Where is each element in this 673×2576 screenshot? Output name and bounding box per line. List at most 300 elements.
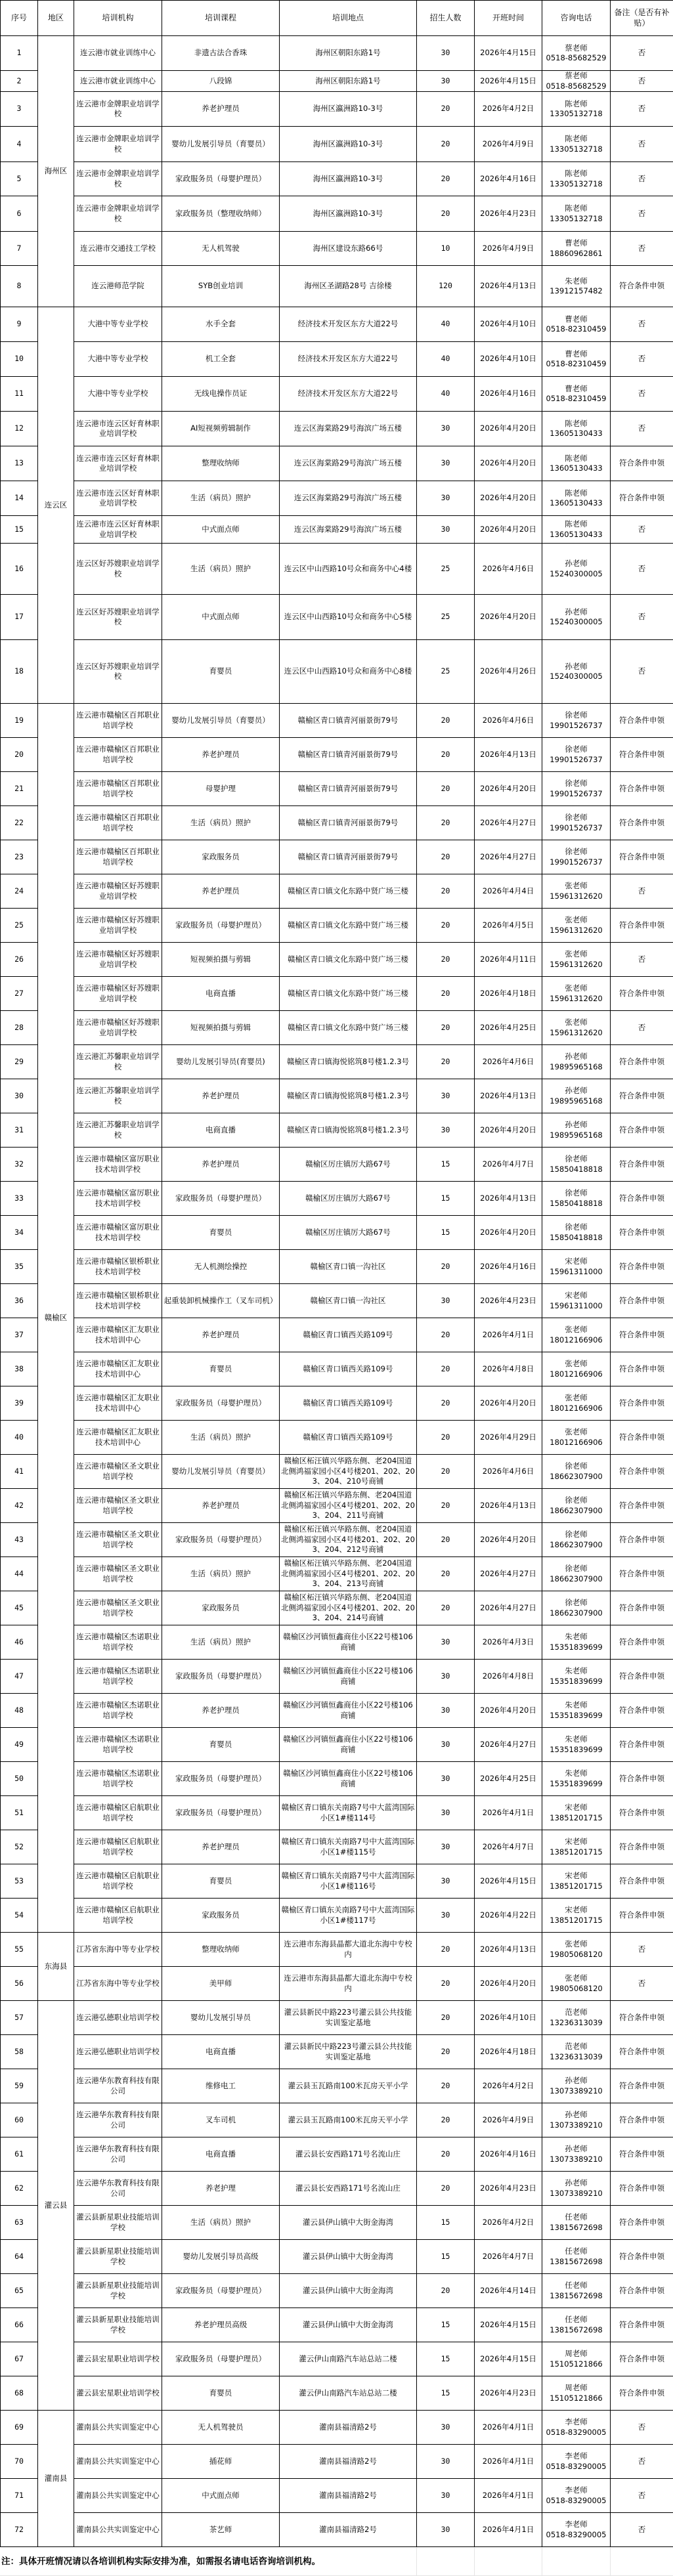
contact-name: 徐老师 xyxy=(544,1222,609,1233)
phone-cell xyxy=(542,1899,611,1933)
phone-number: 13073389210 xyxy=(544,2155,609,2165)
row-number: 15 xyxy=(1,516,38,544)
phone-number: 13912157482 xyxy=(544,286,609,297)
date-cell: 2026年4月7日 xyxy=(475,1148,542,1182)
org-cell: 连云港市赣榆区启航职业培训学校 xyxy=(74,1796,162,1830)
header-row xyxy=(1,1,673,36)
header-no: 序号 xyxy=(1,1,38,36)
phone-cell xyxy=(542,2513,611,2547)
row-number: 8 xyxy=(1,266,38,307)
count-cell: 20 xyxy=(417,1933,475,1967)
phone-number: 13815672698 xyxy=(544,2257,609,2267)
org-cell: 连云港弘德职业培训学校 xyxy=(74,2001,162,2035)
contact-name: 宋老师 xyxy=(544,1837,609,1847)
count-cell: 30 xyxy=(417,1864,475,1899)
table-row xyxy=(1,2001,673,2035)
phone-number: 13815672698 xyxy=(544,2325,609,2336)
date-cell: 2026年4月6日 xyxy=(475,1045,542,1079)
phone-number: 18662307900 xyxy=(544,1540,609,1551)
contact-name: 曹老师 xyxy=(544,384,609,395)
date-cell: 2026年4月13日 xyxy=(475,1079,542,1113)
date-cell: 2026年4月7日 xyxy=(475,2240,542,2274)
count-cell: 30 xyxy=(417,1284,475,1318)
phone-cell xyxy=(542,1045,611,1079)
location-cell: 连云港市东海县晶都大道北东海中专校内 xyxy=(280,1933,417,1967)
remark-cell: 符合条件申领 xyxy=(611,1421,673,1455)
count-cell: 120 xyxy=(417,266,475,307)
row-number: 67 xyxy=(1,2342,38,2376)
row-number: 62 xyxy=(1,2172,38,2206)
count-cell: 20 xyxy=(417,1352,475,1386)
remark-cell: 符合条件申领 xyxy=(611,909,673,943)
date-cell: 2026年4月1日 xyxy=(475,1796,542,1830)
phone-number: 18662307900 xyxy=(544,1608,609,1619)
row-number: 71 xyxy=(1,2479,38,2513)
location-cell: 赣榆区柘汪镇兴华路东侧、老204国道北侧鸿福家园小区4号楼201、202、203、204、211号商铺 xyxy=(280,1489,417,1523)
org-cell: 连云港汇苏馨职业培训学校 xyxy=(74,1045,162,1079)
org-cell: 连云港市连云区好育林职业培训学校 xyxy=(74,516,162,544)
location-cell: 灌云县伊山镇中大街金海湾 xyxy=(280,2308,417,2342)
row-number: 6 xyxy=(1,196,38,232)
table-row xyxy=(1,92,673,127)
remark-cell: 否 xyxy=(611,1967,673,2001)
count-cell: 25 xyxy=(417,544,475,595)
row-number: 47 xyxy=(1,1660,38,1694)
location-cell: 灌云县玉瓦路南100米瓦房天平小学 xyxy=(280,2103,417,2137)
course-cell: 短视频拍摄与剪辑 xyxy=(162,1011,280,1045)
org-cell: 灌云县新星职业技能培训学校 xyxy=(74,2206,162,2240)
phone-cell xyxy=(542,1523,611,1557)
remark-cell: 符合条件申领 xyxy=(611,1148,673,1182)
org-cell: 连云港市赣榆区富厉职业技术培训学校 xyxy=(74,1182,162,1216)
table-row xyxy=(1,1933,673,1967)
contact-name: 徐老师 xyxy=(544,1598,609,1608)
count-cell: 15 xyxy=(417,2342,475,2376)
phone-number: 13305132718 xyxy=(544,179,609,190)
phone-number: 15240300005 xyxy=(544,569,609,580)
count-cell: 30 xyxy=(417,1762,475,1796)
district-cell: 赣榆区 xyxy=(38,704,74,1933)
count-cell: 20 xyxy=(417,1045,475,1079)
phone-cell xyxy=(542,2342,611,2376)
count-cell: 20 xyxy=(417,1489,475,1523)
org-cell: 连云港汇苏馨职业培训学校 xyxy=(74,1079,162,1113)
row-number: 54 xyxy=(1,1899,38,1933)
course-cell: 养老护理员 xyxy=(162,874,280,909)
contact-name: 陈老师 xyxy=(544,419,609,429)
org-cell: 灌南县公共实训鉴定中心 xyxy=(74,2513,162,2547)
count-cell: 30 xyxy=(417,1660,475,1694)
row-number: 38 xyxy=(1,1352,38,1386)
contact-name: 陈老师 xyxy=(544,204,609,214)
phone-cell xyxy=(542,92,611,127)
phone-cell xyxy=(542,162,611,196)
phone-number: 15351839699 xyxy=(544,1711,609,1721)
location-cell: 经济技术开发区东方大道22号 xyxy=(280,377,417,412)
course-cell: 短视频拍摄与剪辑 xyxy=(162,943,280,977)
row-number: 20 xyxy=(1,738,38,772)
phone-number: 15961312620 xyxy=(544,960,609,970)
org-cell: 连云港市就业训练中心 xyxy=(74,36,162,71)
contact-name: 张老师 xyxy=(544,915,609,926)
district-cell: 东海县 xyxy=(38,1933,74,2001)
date-cell: 2026年4月11日 xyxy=(475,943,542,977)
course-cell: 维修电工 xyxy=(162,2069,280,2103)
phone-cell xyxy=(542,1352,611,1386)
org-cell: 连云港市赣榆区百邦职业培训学校 xyxy=(74,704,162,738)
remark-cell: 否 xyxy=(611,162,673,196)
phone-cell xyxy=(542,1796,611,1830)
table-row xyxy=(1,1967,673,2001)
course-cell: 八段锦 xyxy=(162,71,280,92)
date-cell: 2026年4月4日 xyxy=(475,874,542,909)
location-cell: 赣榆区青口镇文化东路中贤广场三楼 xyxy=(280,874,417,909)
date-cell: 2026年4月2日 xyxy=(475,2206,542,2240)
table-row xyxy=(1,481,673,516)
phone-number: 18662307900 xyxy=(544,1574,609,1585)
date-cell: 2026年4月23日 xyxy=(475,2376,542,2411)
phone-number: 19805068120 xyxy=(544,1984,609,1994)
location-cell: 赣榆区沙河镇恒鑫商住小区22号楼106商铺 xyxy=(280,1625,417,1660)
phone-number: 15961311000 xyxy=(544,1301,609,1312)
count-cell: 20 xyxy=(417,1386,475,1421)
org-cell: 灌南县公共实训鉴定中心 xyxy=(74,2479,162,2513)
table-row xyxy=(1,1899,673,1933)
remark-cell: 符合条件申领 xyxy=(611,2206,673,2240)
phone-number: 19901526737 xyxy=(544,789,609,800)
phone-cell xyxy=(542,1182,611,1216)
phone-cell xyxy=(542,2445,611,2479)
count-cell: 20 xyxy=(417,840,475,874)
contact-name: 孙老师 xyxy=(544,1120,609,1130)
phone-cell xyxy=(542,1011,611,1045)
org-cell: 灌云县新星职业技能培训学校 xyxy=(74,2240,162,2274)
course-cell: 生活（病员）照护 xyxy=(162,1625,280,1660)
remark-cell: 否 xyxy=(611,127,673,162)
row-number: 28 xyxy=(1,1011,38,1045)
date-cell: 2026年4月13日 xyxy=(475,1182,542,1216)
location-cell: 赣榆区厉庄镇厉大路67号 xyxy=(280,1148,417,1182)
contact-name: 蔡老师 xyxy=(544,71,609,81)
header-phone: 咨询电话 xyxy=(542,1,611,36)
org-cell: 连云港市赣榆区圣文职业培训学校 xyxy=(74,1523,162,1557)
location-cell: 海州区瀛洲路10-3号 xyxy=(280,196,417,232)
phone-cell xyxy=(542,1250,611,1284)
org-cell: 连云港市金牌职业培训学校 xyxy=(74,162,162,196)
gridline xyxy=(474,2547,475,2575)
header-district: 地区 xyxy=(38,1,74,36)
phone-number: 13605130433 xyxy=(544,429,609,439)
org-cell: 连云港市赣榆区好苏嫂职业培训学校 xyxy=(74,909,162,943)
org-cell: 连云港市赣榆区汇友职业技术培训中心 xyxy=(74,1318,162,1352)
course-cell: 家政服务员（母婴护理员） xyxy=(162,1523,280,1557)
table-row xyxy=(1,1386,673,1421)
date-cell: 2026年4月10日 xyxy=(475,307,542,342)
phone-cell xyxy=(542,36,611,71)
row-number: 41 xyxy=(1,1455,38,1489)
org-cell: 灌云县新星职业技能培训学校 xyxy=(74,2274,162,2308)
date-cell: 2026年4月20日 xyxy=(475,1216,542,1250)
org-cell: 连云港市赣榆区百邦职业培训学校 xyxy=(74,738,162,772)
phone-cell xyxy=(542,1148,611,1182)
table-row xyxy=(1,1625,673,1660)
course-cell: 无人机测绘操控 xyxy=(162,1250,280,1284)
phone-number: 18662307900 xyxy=(544,1506,609,1516)
date-cell: 2026年4月2日 xyxy=(475,2069,542,2103)
date-cell: 2026年4月10日 xyxy=(475,342,542,377)
phone-number: 13073389210 xyxy=(544,2189,609,2199)
header-date: 开班时间 xyxy=(475,1,542,36)
row-number: 65 xyxy=(1,2274,38,2308)
remark-cell: 否 xyxy=(611,874,673,909)
count-cell: 20 xyxy=(417,2001,475,2035)
count-cell: 20 xyxy=(417,2172,475,2206)
course-cell: AI短视频剪辑制作 xyxy=(162,412,280,446)
contact-name: 任老师 xyxy=(544,2315,609,2325)
contact-name: 曹老师 xyxy=(544,238,609,249)
contact-name: 徐老师 xyxy=(544,744,609,755)
phone-cell xyxy=(542,1933,611,1967)
date-cell: 2026年4月16日 xyxy=(475,377,542,412)
phone-number: 15351839699 xyxy=(544,1745,609,1755)
location-cell: 灌南县福清路2号 xyxy=(280,2411,417,2445)
location-cell: 经济技术开发区东方大道22号 xyxy=(280,342,417,377)
contact-name: 蔡老师 xyxy=(544,43,609,54)
location-cell: 连云区海棠路29号海滨广场五楼 xyxy=(280,481,417,516)
course-cell: 养老护理员 xyxy=(162,1079,280,1113)
table-row xyxy=(1,874,673,909)
row-number: 64 xyxy=(1,2240,38,2274)
org-cell: 连云港市赣榆区启航职业培训学校 xyxy=(74,1830,162,1864)
org-cell: 连云港市赣榆区富厉职业技术培训学校 xyxy=(74,1216,162,1250)
location-cell: 赣榆区青口镇一沟社区 xyxy=(280,1284,417,1318)
remark-cell: 符合条件申领 xyxy=(611,1557,673,1591)
phone-cell xyxy=(542,595,611,640)
date-cell: 2026年4月13日 xyxy=(475,1933,542,1967)
phone-number: 13815672698 xyxy=(544,2291,609,2302)
date-cell: 2026年4月20日 xyxy=(475,1967,542,2001)
phone-cell xyxy=(542,2172,611,2206)
count-cell: 20 xyxy=(417,92,475,127)
contact-name: 孙老师 xyxy=(544,559,609,569)
table-row xyxy=(1,544,673,595)
contact-name: 范老师 xyxy=(544,2042,609,2052)
phone-number: 15105121866 xyxy=(544,2359,609,2370)
table-row xyxy=(1,2137,673,2172)
org-cell: 连云港市赣榆区百邦职业培训学校 xyxy=(74,806,162,840)
org-cell: 大港中等专业学校 xyxy=(74,342,162,377)
course-cell: 无人机驾驶员 xyxy=(162,2411,280,2445)
contact-name: 张老师 xyxy=(544,1359,609,1369)
course-cell: 起重装卸机械操作工（叉车司机） xyxy=(162,1284,280,1318)
row-number: 22 xyxy=(1,806,38,840)
phone-cell xyxy=(542,640,611,704)
phone-number: 15351839699 xyxy=(544,1677,609,1687)
contact-name: 宋老师 xyxy=(544,1803,609,1813)
table-row xyxy=(1,1045,673,1079)
contact-name: 徐老师 xyxy=(544,710,609,721)
date-cell: 2026年4月1日 xyxy=(475,2445,542,2479)
contact-name: 陈老师 xyxy=(544,134,609,144)
date-cell: 2026年4月9日 xyxy=(475,232,542,266)
date-cell: 2026年4月5日 xyxy=(475,909,542,943)
remark-cell: 符合条件申领 xyxy=(611,1830,673,1864)
location-cell: 灌云伊山南路汽车站总站二楼 xyxy=(280,2376,417,2411)
location-cell: 赣榆区青口镇东关南路7号中大蓝湾国际小区1#楼117号 xyxy=(280,1899,417,1933)
location-cell: 赣榆区青口镇青河丽景街79号 xyxy=(280,704,417,738)
course-cell: 家政服务员（整理收纳师） xyxy=(162,196,280,232)
course-cell: 养老护理员 xyxy=(162,92,280,127)
table-row xyxy=(1,377,673,412)
location-cell: 灌云伊山南路汽车站总站二楼 xyxy=(280,2342,417,2376)
table-row xyxy=(1,2274,673,2308)
org-cell: 灌云县宏星职业培训学校 xyxy=(74,2342,162,2376)
location-cell: 灌云县伊山镇中大街金海湾 xyxy=(280,2240,417,2274)
phone-number: 19901526737 xyxy=(544,857,609,868)
date-cell: 2026年4月22日 xyxy=(475,1899,542,1933)
row-number: 31 xyxy=(1,1113,38,1148)
count-cell: 30 xyxy=(417,1694,475,1728)
table-row xyxy=(1,1864,673,1899)
org-cell: 连云港华东教育科技有限公司 xyxy=(74,2137,162,2172)
course-cell: 养老护理员 xyxy=(162,738,280,772)
remark-cell: 符合条件申领 xyxy=(611,1216,673,1250)
course-cell: 中式面点师 xyxy=(162,2479,280,2513)
header-location: 培训地点 xyxy=(280,1,417,36)
phone-number: 15850418818 xyxy=(544,1165,609,1175)
location-cell: 赣榆区沙河镇恒鑫商住小区22号楼106商铺 xyxy=(280,1762,417,1796)
count-cell: 15 xyxy=(417,2376,475,2411)
phone-cell xyxy=(542,2137,611,2172)
table-row xyxy=(1,1421,673,1455)
phone-cell xyxy=(542,481,611,516)
row-number: 34 xyxy=(1,1216,38,1250)
date-cell: 2026年4月1日 xyxy=(475,2411,542,2445)
location-cell: 赣榆区柘汪镇兴华路东侧、老204国道北侧鸿福家园小区4号楼201、202、203、204、210号商铺 xyxy=(280,1455,417,1489)
date-cell: 2026年4月1日 xyxy=(475,2513,542,2547)
remark-cell: 符合条件申领 xyxy=(611,1079,673,1113)
phone-cell xyxy=(542,2001,611,2035)
course-cell: 非遗古法合香珠 xyxy=(162,36,280,71)
remark-cell: 符合条件申领 xyxy=(611,1318,673,1352)
date-cell: 2026年4月8日 xyxy=(475,1660,542,1694)
phone-number: 15961312620 xyxy=(544,994,609,1004)
remark-cell: 否 xyxy=(611,232,673,266)
table-row xyxy=(1,307,673,342)
phone-number: 15961312620 xyxy=(544,891,609,902)
location-cell: 赣榆区青口镇青河丽景街79号 xyxy=(280,806,417,840)
contact-name: 陈老师 xyxy=(544,488,609,499)
date-cell: 2026年4月15日 xyxy=(475,1864,542,1899)
date-cell: 2026年4月13日 xyxy=(475,266,542,307)
phone-cell xyxy=(542,1079,611,1113)
contact-name: 任老师 xyxy=(544,2281,609,2291)
contact-name: 李老师 xyxy=(544,2485,609,2496)
contact-name: 孙老师 xyxy=(544,607,609,618)
count-cell: 30 xyxy=(417,1113,475,1148)
org-cell: 江苏省东海中等专业学校 xyxy=(74,1933,162,1967)
contact-name: 陈老师 xyxy=(544,519,609,530)
phone-number: 13073389210 xyxy=(544,2120,609,2131)
date-cell: 2026年4月16日 xyxy=(475,1250,542,1284)
remark-cell: 否 xyxy=(611,1933,673,1967)
count-cell: 30 xyxy=(417,2445,475,2479)
location-cell: 赣榆区青口镇青河丽景街79号 xyxy=(280,772,417,806)
course-cell: 无人机驾驶 xyxy=(162,232,280,266)
contact-name: 张老师 xyxy=(544,1973,609,1984)
remark-cell: 符合条件申领 xyxy=(611,1284,673,1318)
remark-cell: 符合条件申领 xyxy=(611,1796,673,1830)
row-number: 30 xyxy=(1,1079,38,1113)
phone-cell xyxy=(542,2240,611,2274)
count-cell: 30 xyxy=(417,2411,475,2445)
remark-cell: 符合条件申领 xyxy=(611,1728,673,1762)
remark-cell: 符合条件申领 xyxy=(611,2137,673,2172)
location-cell: 赣榆区青口镇文化东路中贤广场三楼 xyxy=(280,943,417,977)
remark-cell: 符合条件申领 xyxy=(611,1660,673,1694)
phone-number: 15850418818 xyxy=(544,1233,609,1243)
table-row xyxy=(1,2376,673,2411)
table-row xyxy=(1,977,673,1011)
phone-number: 13305132718 xyxy=(544,144,609,155)
org-cell: 连云港华东教育科技有限公司 xyxy=(74,2069,162,2103)
phone-cell xyxy=(542,943,611,977)
course-cell: 养老护理员 xyxy=(162,1830,280,1864)
location-cell: 连云区中山西路10号众和商务中心5楼 xyxy=(280,595,417,640)
table-row xyxy=(1,1557,673,1591)
remark-cell: 符合条件申领 xyxy=(611,2240,673,2274)
row-number: 52 xyxy=(1,1830,38,1864)
count-cell: 20 xyxy=(417,127,475,162)
remark-cell: 符合条件申领 xyxy=(611,1864,673,1899)
phone-cell xyxy=(542,2103,611,2137)
phone-number: 18012166906 xyxy=(544,1404,609,1414)
course-cell: SYB创业培训 xyxy=(162,266,280,307)
row-number: 9 xyxy=(1,307,38,342)
org-cell: 连云港市赣榆区圣文职业培训学校 xyxy=(74,1557,162,1591)
location-cell: 赣榆区青口镇东关南路7号中大蓝湾国际小区1#楼114号 xyxy=(280,1796,417,1830)
table-row xyxy=(1,412,673,446)
table-row xyxy=(1,2342,673,2376)
course-cell: 电商直播 xyxy=(162,977,280,1011)
header-remark: 备注（是否有补贴） xyxy=(611,1,673,36)
contact-name: 朱老师 xyxy=(544,1700,609,1711)
table-row xyxy=(1,2035,673,2069)
row-number: 72 xyxy=(1,2513,38,2547)
phone-cell xyxy=(542,196,611,232)
phone-number: 19805068120 xyxy=(544,1950,609,1960)
count-cell: 20 xyxy=(417,704,475,738)
remark-cell: 符合条件申领 xyxy=(611,1045,673,1079)
date-cell: 2026年4月15日 xyxy=(475,2342,542,2376)
location-cell: 海州区瀛洲路10-3号 xyxy=(280,127,417,162)
location-cell: 连云区海棠路29号海滨广场五楼 xyxy=(280,516,417,544)
row-number: 26 xyxy=(1,943,38,977)
remark-cell: 符合条件申领 xyxy=(611,1591,673,1625)
row-number: 14 xyxy=(1,481,38,516)
count-cell: 20 xyxy=(417,162,475,196)
phone-cell xyxy=(542,909,611,943)
org-cell: 连云港市赣榆区好苏嫂职业培训学校 xyxy=(74,977,162,1011)
count-cell: 15 xyxy=(417,2308,475,2342)
location-cell: 灌云县新民中路223号灌云县公共技能实训鉴定基地 xyxy=(280,2001,417,2035)
count-cell: 15 xyxy=(417,2240,475,2274)
remark-cell: 符合条件申领 xyxy=(611,2103,673,2137)
remark-cell: 符合条件申领 xyxy=(611,2172,673,2206)
row-number: 68 xyxy=(1,2376,38,2411)
contact-name: 徐老师 xyxy=(544,779,609,789)
table-row xyxy=(1,738,673,772)
